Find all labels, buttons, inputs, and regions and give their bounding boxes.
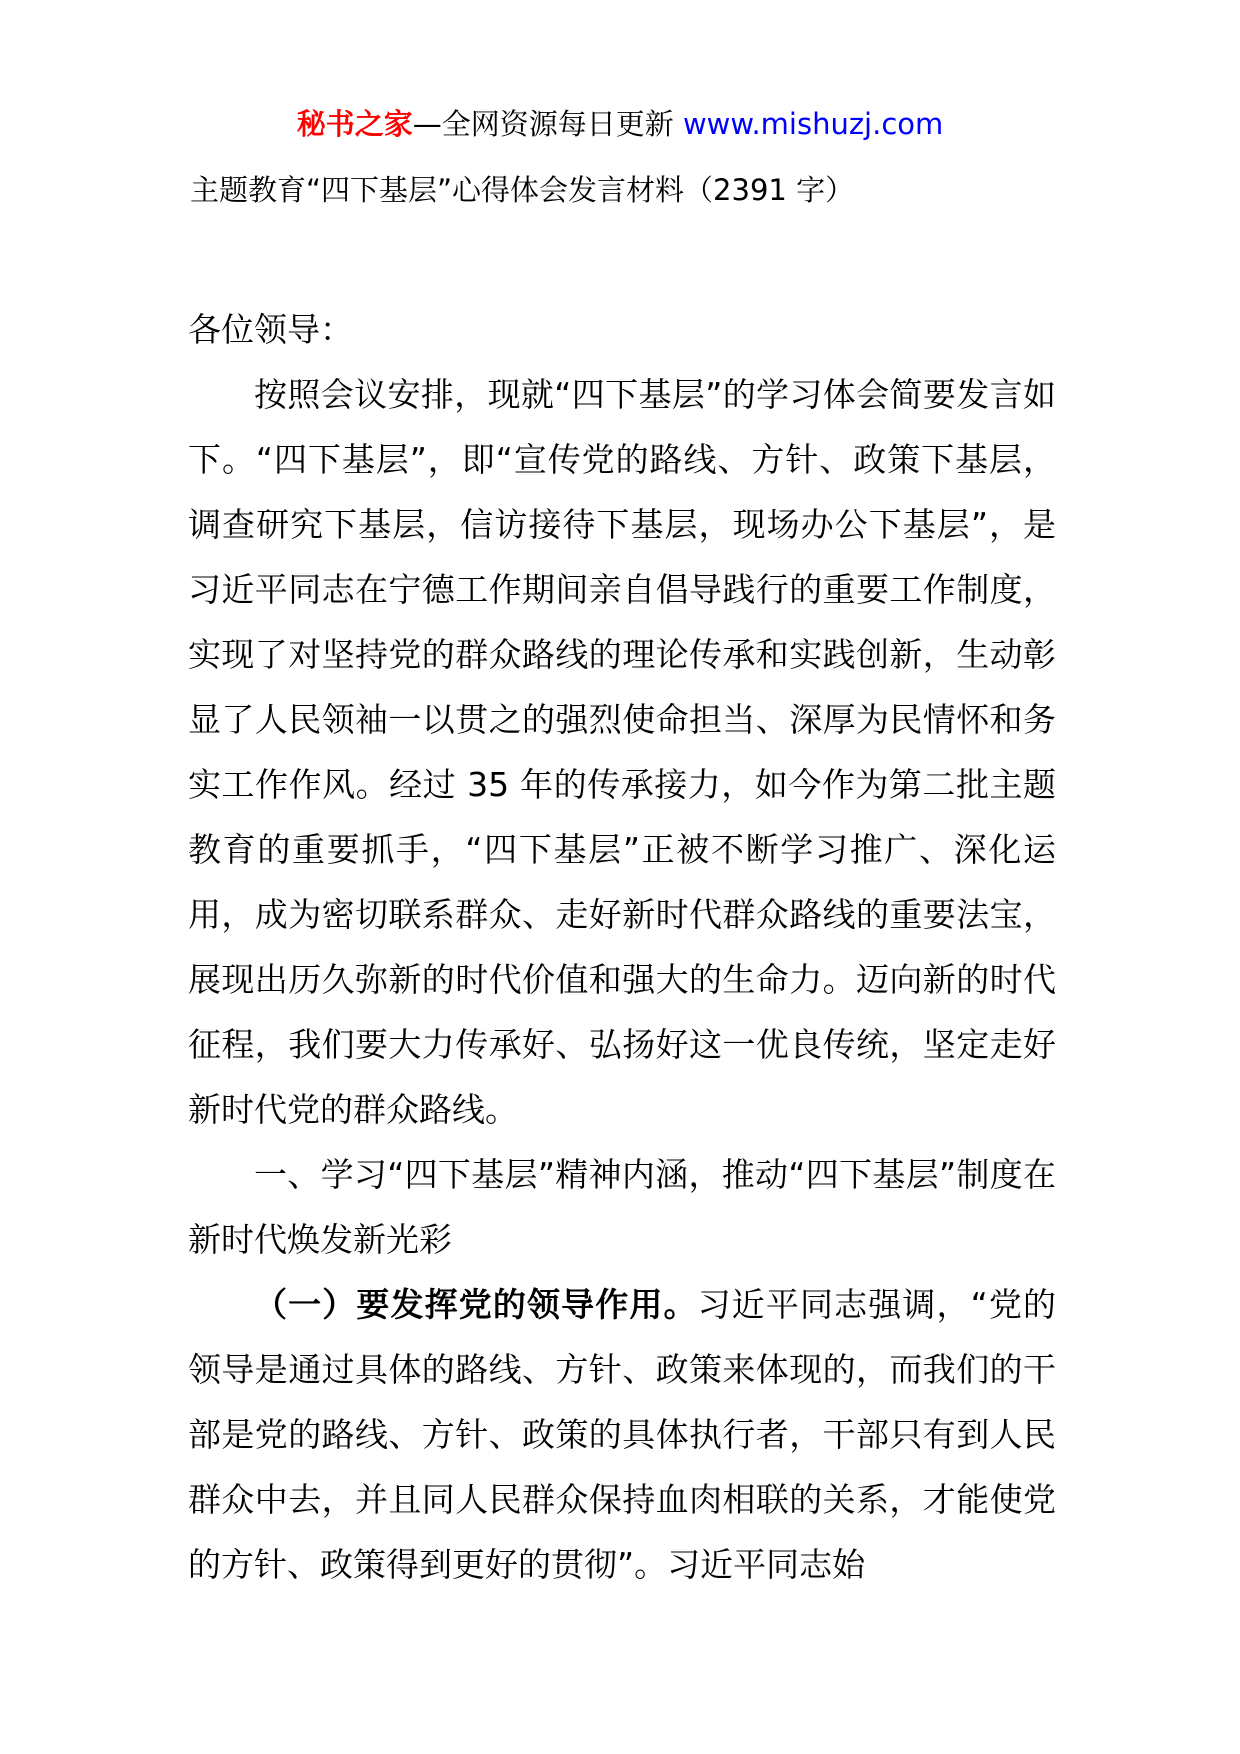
- site-brand: 秘书之家: [296, 107, 413, 141]
- body-paragraph-1: 按照会议安排，现就“四下基层”的学习体会简要发言如下。“四下基层”，即“宣传党的路线、方针、政策下基层，调查研究下基层，信访接待下基层，现场办公下基层”，是习近平同志在宁德工作期间亲自倡导践行的重要工作制度，实现了对坚持党的群众路线的理论传承和实践创新，生动彰显了人民领袖一以贯之的强烈使命担当、深厚为民情怀和务实工作作风。经过 35 年的传承接力，如今作为第二批主题教育的重要抓手，“四下基层”正被不断学习推广、深化运用，成为密切联系群众、走好新时代群众路线的重要法宝，展现出历久弥新的时代价值和强大的生命力。迈向新的时代征程，我们要大力传承好、弘扬好这一优良传统，坚定走好新时代党的群众路线。: [188, 375, 1056, 1129]
- salutation: 各位领导：: [188, 310, 353, 349]
- section-heading-1: 一、学习“四下基层”精神内涵，推动“四下基层”制度在新时代焕发新光彩: [188, 1155, 1056, 1259]
- subsection-text-1: 习近平同志强调，“党的领导是通过具体的路线、方针、政策来体现的，而我们的干部是党的路线、方针、政策的具体执行者，干部只有到人民群众中去，并且同人民群众保持血肉相联的关系，才能使党的方针、政策得到更好的贯彻”。习近平同志始: [188, 1285, 1056, 1584]
- site-header: [0, 104, 1240, 144]
- site-tagline: —全网资源每日更新: [412, 107, 683, 141]
- document-title: 主题教育“四下基层”心得体会发言材料（2391 字）: [190, 173, 855, 207]
- document-body: [188, 297, 1056, 1597]
- site-url-link[interactable]: www.mishuzj.com: [682, 107, 944, 141]
- body-paragraph-2: [188, 1272, 1056, 1597]
- subsection-heading-1: （一）要发挥党的领导作用。: [254, 1285, 698, 1324]
